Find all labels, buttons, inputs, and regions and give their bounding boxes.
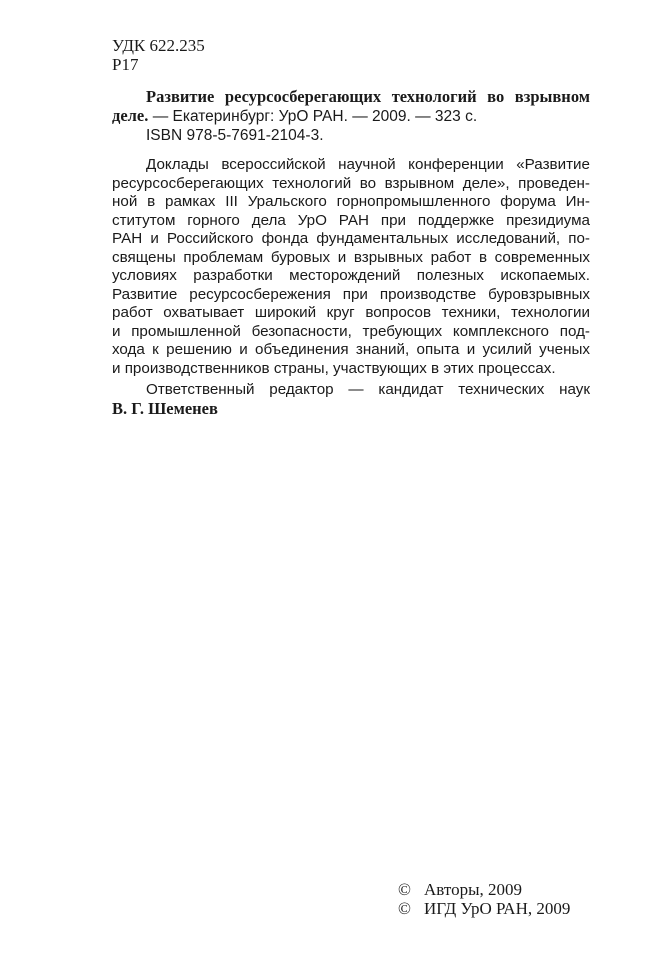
editor-name: В. Г. Шеменев xyxy=(112,399,218,418)
abstract-line: священы проблемам буровых и взрывных работ в современных xyxy=(112,248,590,266)
abstract-line: Развитие ресурсосбережения при производстве буровзрывных xyxy=(112,285,590,303)
bibliographic-record xyxy=(112,87,590,145)
isbn: ISBN 978-5-7691-2104-3. xyxy=(146,127,324,144)
book-title-line2 xyxy=(112,106,590,126)
abstract-line: ной в рамках III Уральского горнопромышленного форума Ин- xyxy=(112,193,590,210)
abstract-line: хода к решению и объединения знаний, опыта и усилий ученых xyxy=(112,341,590,358)
bbk-index: Р17 xyxy=(112,55,139,74)
book-title-line1: Развитие ресурсосберегающих технологий во взрывном xyxy=(146,87,590,106)
udk-code: УДК 622.235 xyxy=(112,36,205,55)
editor-block xyxy=(112,380,590,418)
abstract-line: и производственников страны, участвующих в этих процессах. xyxy=(112,359,556,377)
copyright-authors-text: Авторы, 2009 xyxy=(424,880,523,899)
editor-role: Ответственный редактор — кандидат технических наук xyxy=(146,381,590,398)
abstract-line: Доклады всероссийской научной конференции «Развитие xyxy=(146,156,590,173)
book-title-end: деле. xyxy=(112,106,149,125)
copyright-block xyxy=(398,880,570,918)
copyright-institute xyxy=(398,899,570,918)
publication-info: — Екатеринбург: УрО РАН. — 2009. — 323 с. xyxy=(148,108,478,125)
abstract-line: ститутом горного дела УрО РАН при поддержке президиума xyxy=(112,211,590,229)
copyright-icon: © xyxy=(398,899,411,918)
abstract-line: ресурсосберегающих технологий во взрывном деле», проведен- xyxy=(112,174,590,192)
abstract-line: работ охватывает широкий круг вопросов техники, технологии xyxy=(112,304,590,321)
copyright-authors xyxy=(398,880,570,899)
copyright-icon: © xyxy=(398,880,411,899)
abstract-line: и промышленной безопасности, требующих комплексного под- xyxy=(112,322,590,340)
abstract-line: РАН и Российского фонда фундаментальных исследований, по- xyxy=(112,230,590,247)
abstract xyxy=(112,156,590,378)
abstract-line: условиях разработки месторождений полезных ископаемых. xyxy=(112,267,590,284)
copyright-institute-text: ИГД УрО РАН, 2009 xyxy=(424,899,571,918)
udk-block xyxy=(112,36,205,74)
